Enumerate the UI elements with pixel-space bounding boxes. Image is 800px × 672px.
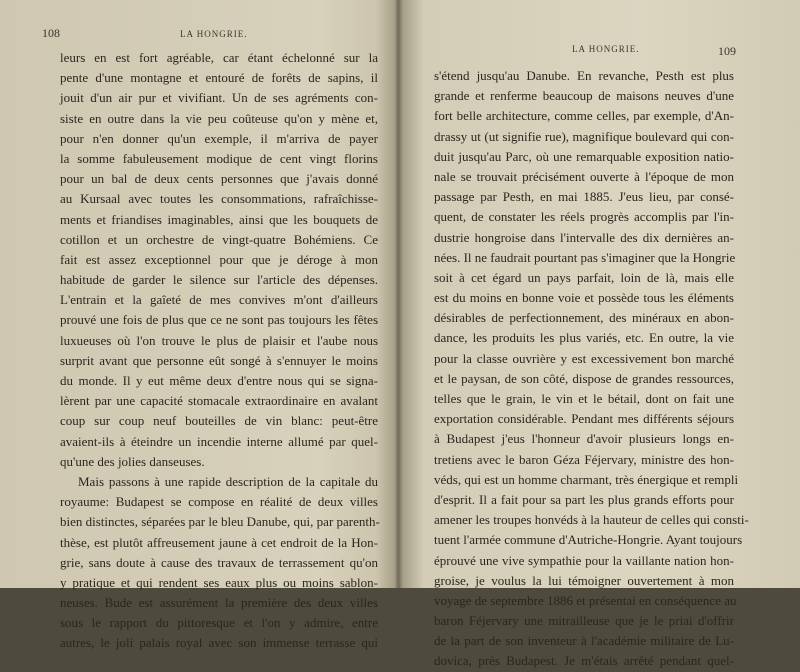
text-line: coup sur coup neuf bouteilles de vin blanc: peut-être bbox=[60, 413, 378, 429]
page-number: 108 bbox=[42, 26, 60, 40]
text-line: telles que le grain, le vin et le bétail, dont on fait une bbox=[434, 391, 734, 406]
text-line: la somme fabuleusement modique de cent vingt florins bbox=[60, 150, 378, 166]
text-line: tuent l'armée commune d'Autriche-Hongrie. Ayant toujours bbox=[434, 532, 743, 548]
text-line: sous le rapport du pittoresque et l'on y admire, entre bbox=[60, 615, 378, 631]
running-head: LA HONGRIE. bbox=[572, 44, 640, 54]
text-line: grie, sans doute à cause des travaux de terrassement qu'on bbox=[60, 554, 378, 570]
text-line: Mais passons à une rapide description de la capitale du bbox=[78, 473, 378, 489]
left-page bbox=[0, 0, 396, 651]
text-line: qu'une des jolies danseuses. bbox=[60, 453, 205, 469]
text-line: y pratique et qui rendent ses eaux plus ou moins sablon- bbox=[60, 574, 378, 590]
text-line: dance, les produits les plus variés, etc. En outre, la vie bbox=[434, 330, 734, 346]
text-line: amener les troupes honvéds à la hauteur de celles qui consti- bbox=[434, 512, 749, 528]
text-line: dustrie hongroise dans l'intervalle des dix dernières an- bbox=[434, 229, 734, 245]
text-line: pour n'en donner qu'un exemple, il m'arriva de payer bbox=[60, 130, 378, 146]
text-line: du monde. Il y eut même deux d'entre nous qui se signa- bbox=[60, 373, 378, 388]
text-line: soit à cet égard un pays parfait, loin de là, mais elle bbox=[434, 269, 734, 285]
text-line: prouvé une fois de plus que ce ne sont pas toujours les fêtes bbox=[60, 312, 378, 328]
text-line: tretiens avec le baron Géza Féjervary, ministre des hon- bbox=[434, 451, 734, 467]
text-line: d'esprit. Il a fait pour sa part les plus grands efforts pour bbox=[434, 491, 734, 507]
left-page-text bbox=[60, 48, 378, 654]
text-line: royaume: Budapest se compose en réalité de deux villes bbox=[60, 494, 378, 510]
text-line: lèrent par une capacité stomacale extraordinaire en avalant bbox=[60, 393, 378, 409]
text-line: jouit d'un air pur et vivifiant. Un de ses agréments con- bbox=[60, 90, 378, 106]
text-line: quent, de constater les réels progrès accomplis par l'in- bbox=[434, 209, 734, 225]
text-line: habitude de garder le silence sur l'article des dépenses. bbox=[60, 272, 378, 288]
text-line: fort belle architecture, comme celles, par exemple, d'An- bbox=[434, 108, 734, 124]
text-line: cotillon et un orchestre de vingt-quatre Bohémiens. Ce bbox=[60, 231, 378, 247]
text-line: dovica, près Budapest. Je m'étais arrêté pendant quel- bbox=[434, 653, 734, 669]
text-line: leurs en est fort agréable, car étant échelonné sur la bbox=[60, 50, 378, 65]
text-line: thèse, est plutôt affreusement jaune à cet endroit de la Hon- bbox=[60, 534, 378, 550]
text-line: à Budapest j'eus l'honneur d'avoir plusieurs longs en- bbox=[434, 431, 734, 447]
text-line: pente d'une montagne et entouré de forêts de sapins, il bbox=[60, 70, 378, 86]
text-line: ments et friandises imaginables, ainsi que les bouquets de bbox=[60, 211, 378, 227]
text-line: au Kursaal avec toutes les consommations, rafraîchisse- bbox=[60, 191, 378, 207]
text-line: bien distinctes, séparées par le bleu Danube, qui, par parenth- bbox=[60, 514, 380, 530]
text-line: éprouvé une vive sympathie pour la vaillante nation hon- bbox=[434, 552, 734, 568]
text-line: nées. Il ne faudrait pourtant pas s'imaginer que la Hongrie bbox=[434, 249, 736, 265]
right-page-text bbox=[434, 66, 749, 672]
text-line: avaient-ils à éteindre un incendie interne allumé par quel- bbox=[60, 433, 378, 449]
text-line: nale se trouvait précisément ouverte à l'époque de mon bbox=[434, 168, 734, 184]
text-line: luxueuses où l'on trouve le plus de plaisir et l'aube nous bbox=[60, 332, 378, 348]
text-line: exportation considérable. Pendant mes différents séjours bbox=[434, 411, 734, 427]
text-line: autres, le joli palais royal avec son immense terrasse qui bbox=[60, 635, 378, 651]
text-line: voyage de septembre 1886 et présentai en conséquence au bbox=[434, 592, 737, 608]
right-page bbox=[404, 0, 800, 669]
text-line: de la part de son inventeur à l'académie militaire de Lu- bbox=[434, 633, 734, 649]
text-line: siste en outre dans la vie peu coûteuse qu'on y mène et, bbox=[60, 110, 378, 126]
text-line: neuses. Bude est assurément la première des deux villes bbox=[60, 595, 378, 611]
text-line: drassy ut (ut signifie rue), magnifique boulevard qui con- bbox=[434, 128, 734, 144]
text-line: L'entrain et la gaîeté de mes convives m'ont d'ailleurs bbox=[60, 292, 378, 308]
text-line: fait est assez exceptionnel pour que je déroge à mon bbox=[60, 251, 378, 267]
text-line: baron Féjervary une mitrailleuse que je le priai d'offrir bbox=[434, 613, 734, 629]
text-line: est du moins en bonne voie et possède tous les éléments bbox=[434, 290, 734, 306]
text-line: s'étend jusqu'au Danube. En revanche, Pesth est plus bbox=[434, 68, 734, 83]
running-head: LA HONGRIE. bbox=[180, 29, 248, 39]
text-line: pour la classe ouvrière y est excessivement bon marché bbox=[434, 350, 734, 366]
text-line: véds, qui est un homme charmant, très énergique et rempli bbox=[434, 471, 739, 487]
text-line: surprit avant que personne eût songé à s'ennuyer le moins bbox=[60, 352, 378, 368]
text-line: désirables de perfectionnement, des minéraux en abon- bbox=[434, 310, 734, 326]
page-number: 109 bbox=[718, 44, 736, 58]
text-line: groise, je voulus la lui témoigner ouvertement à mon bbox=[434, 572, 734, 588]
text-line: et le paysan, de son côté, dispose de grandes ressources, bbox=[434, 370, 734, 386]
text-line: passage par Pesth, en mai 1885. J'eus lieu, par consé- bbox=[434, 189, 734, 205]
text-line: pour un bal de deux cents personnes que j'avais donné bbox=[60, 171, 378, 187]
text-line: duit jusqu'au Parc, où une remarquable exposition natio- bbox=[434, 148, 734, 164]
text-line: grande et renferme beaucoup de maisons neuves d'une bbox=[434, 88, 734, 104]
